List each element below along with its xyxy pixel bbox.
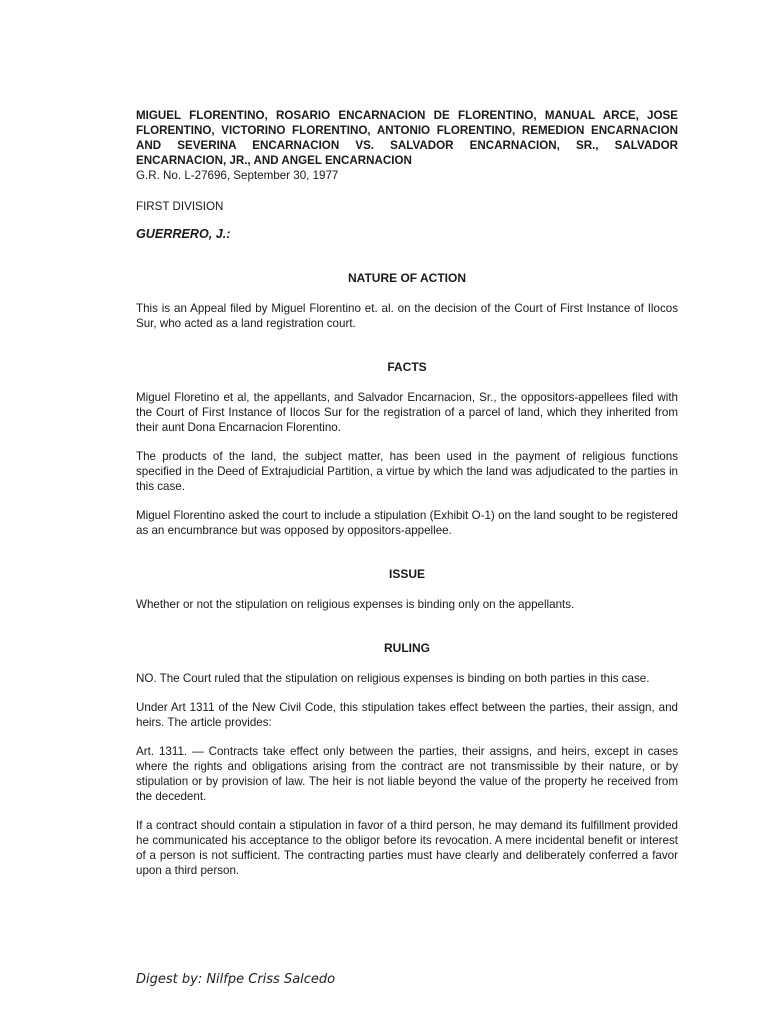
issue-paragraph: Whether or not the stipulation on religious expenses is binding only on the appellants.	[136, 598, 575, 611]
section-heading-issue: ISSUE	[388, 567, 425, 581]
ruling-paragraph-2: Under Art 1311 of the New Civil Code, this stipulation takes effect between the parties, their assign, and heirs. The article provides:	[136, 701, 678, 729]
article-quote-1: Art. 1311. — Contracts take effect only between the parties, their assigns, and heirs, except in cases where the rights and obligations arising from the contract are not transmissible by their nature, or by stipulation or by provision of law. The heir is not liable beyond the value of the property he received from the decedent.	[136, 745, 678, 803]
nature-paragraph: This is an Appeal filed by Miguel Florentino et. al. on the decision of the Court of First Instance of Ilocos Sur, who acted as a land registration court.	[136, 302, 678, 330]
section-heading-nature: NATURE OF ACTION	[348, 271, 466, 285]
digest-author-footer: Digest by: Nilfpe Criss Salcedo	[136, 972, 336, 987]
document-body	[136, 108, 678, 878]
section-heading-ruling: RULING	[384, 641, 430, 655]
case-gr-number: G.R. No. L-27696, September 30, 1977	[136, 169, 339, 182]
case-ponente: GUERRERO, J.:	[136, 227, 231, 241]
facts-paragraph-3: Miguel Florentino asked the court to include a stipulation (Exhibit O-1) on the land sought to be registered as an encumbrance but was opposed by oppositors-appellee.	[136, 509, 678, 537]
article-quote-2: If a contract should contain a stipulation in favor of a third person, he may demand its fulfillment provided he communicated his acceptance to the obligor before its revocation. A mere incidental benefit or interest of a person is not sufficient. The contracting parties must have clearly and deliberately conferred a favor upon a third person.	[136, 819, 678, 877]
facts-paragraph-2: The products of the land, the subject matter, has been used in the payment of religious functions specified in the Deed of Extrajudicial Partition, a virtue by which the land was adjudicated to the parties in this case.	[136, 450, 678, 493]
section-heading-facts: FACTS	[387, 360, 427, 374]
facts-paragraph-1: Miguel Floretino et al, the appellants, and Salvador Encarnacion, Sr., the oppositors-appellees filed with the Court of First Instance of Ilocos Sur for the registration of a parcel of land, which they inherited from their aunt Dona Encarnacion Florentino.	[136, 391, 678, 434]
case-title: MIGUEL FLORENTINO, ROSARIO ENCARNACION DE FLORENTINO, MANUAL ARCE, JOSE FLORENTINO, VICTORINO FLORENTINO, ANTONIO FLORENTINO, REMEDION ENCARNACION AND SEVERINA ENCARNACION VS. SALVADOR ENCARNACION, SR., SALVADOR ENCARNACION, JR., AND ANGEL ENCARNACION	[136, 109, 678, 167]
ruling-paragraph-1: NO. The Court ruled that the stipulation on religious expenses is binding on both parties in this case.	[136, 672, 650, 685]
case-division: FIRST DIVISION	[136, 200, 224, 213]
